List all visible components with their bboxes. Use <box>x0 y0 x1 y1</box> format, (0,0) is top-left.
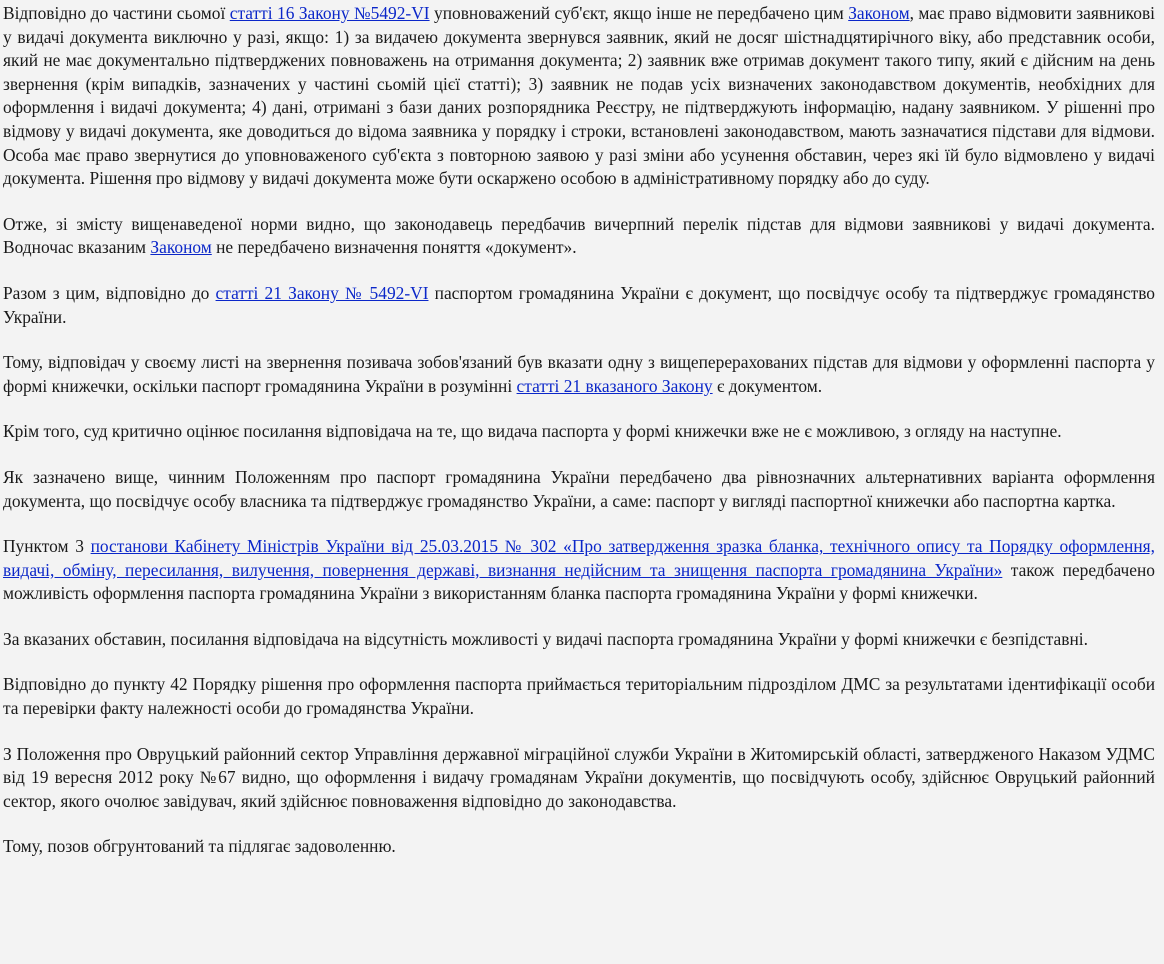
paragraph-text: Як зазначено вище, чинним Положенням про паспорт громадянина України передбачено два рівнозначних альтернативних варіанта оформлення документа, що посвідчує особу власника та підтверджує громадянство України, а саме: паспорт у вигляді паспортної книжечки або паспортна картка. <box>3 466 1155 511</box>
paragraph <box>3 535 1155 606</box>
paragraph-text: є документом. <box>712 375 823 396</box>
paragraph-text: також передбачено можливість оформлення паспорта громадянина України з використанням бланка паспорта громадянина України у формі книжечки. <box>3 559 1155 604</box>
paragraph <box>3 213 1155 260</box>
paragraph-text: Відповідно до пункту 42 Порядку рішення про оформлення паспорта приймається територіальним підрозділом ДМС за результатами ідентифікації особи та перевірки факту належності особи до громадянства України. <box>3 674 1155 719</box>
paragraph <box>3 628 1155 652</box>
law-reference-link[interactable]: статті 16 Закону №5492-VI <box>229 3 430 23</box>
paragraph <box>3 420 1155 444</box>
paragraph-text: Тому, відповідач у своєму листі на звернення позивача зобов'язаний був вказати одну з вищеперерахованих підстав для відмови у оформленні паспорта у формі книжечки, оскільки паспорт громадянина України в розумінні <box>3 352 1155 396</box>
paragraph-text: За вказаних обставин, посилання відповідача на відсутність можливості у видачі паспорта громадянина України у формі книжечки є безпідставні. <box>3 628 1088 649</box>
law-reference-link[interactable]: Законом <box>150 237 212 258</box>
paragraph-text: З Положення про Овруцький районний сектор Управління державної міграційної служби України в Житомирській області, затвердженого Наказом УДМС від 19 вересня 2012 року №67 видно, що оформлення і видачу громадянам України документів, що посвідчують особу, здійснює Овруцький районний сектор, якого очолює завідувач, який здійснює повноваження відповідно до законодавства. <box>3 743 1155 811</box>
paragraph-text: Відповідно до частини сьомої <box>3 3 230 23</box>
paragraph <box>3 835 1155 859</box>
paragraph-text: Отже, зі змісту вищенаведеної норми видно, що законодавець передбачив вичерпний перелік підстав для відмови заявникові у видачі документа. Водночас вказаним <box>3 213 1155 258</box>
paragraph <box>3 466 1155 513</box>
paragraph-text: Тому, позов обгрунтований та підлягає задоволенню. <box>3 836 396 857</box>
paragraph <box>3 351 1155 398</box>
paragraph <box>3 673 1155 720</box>
paragraph-text: Разом з цим, відповідно до <box>3 282 216 303</box>
paragraph <box>3 2 1155 191</box>
paragraph-text: не передбачено визначення поняття «документ». <box>211 237 577 258</box>
paragraph-text: , має право відмовити заявникові у видачі документа виключно у разі, якщо: 1) за видачею документа звернувся заявник, який не досяг шістнадцятирічного віку, або представник особи, який не має документально підтверджених повноважень на отримання документа; 2) заявник вже отримав документ такого типу, який є дійсним на день звернення (крім випадків, зазначених у частині сьомій цієї статті); 3) заявник не подав усіх визначених законодавством документів, необхідних для оформлення і видачі документа; 4) дані, отримані з бази даних розпорядника Реєстру, не підтверджують інформацію, надану заявником. У рішенні про відмову у видачі документа, яке доводиться до відома заявника у порядку і строки, встановлені законодавством, мають зазначатися підстави для відмови. Особа має право звернутися до уповноваженого суб'єкта з повторною заявою у разі зміни або усунення обставин, через які їй було відмовлено у видачі документа. Рішення про відмову у видачі документа може бути оскаржено особою в адміністративному порядку або до суду. <box>3 3 1155 189</box>
law-reference-link[interactable]: статті 21 вказаного Закону <box>516 375 713 396</box>
law-reference-link[interactable]: статті 21 Закону № 5492-VI <box>215 282 429 303</box>
paragraph-text: Пунктом 3 <box>3 536 91 557</box>
law-reference-link[interactable]: постанови Кабінету Міністрів України від 25.03.2015 № 302 «Про затвердження зразка бланка, технічного опису та Порядку оформлення, видачі, обміну, пересилання, вилучення, повернення державі, визнання недійсним та знищення паспорта громадянина України» <box>3 536 1155 580</box>
paragraph-text: паспортом громадянина України є документ, що посвідчує особу та підтверджує громадянство України. <box>3 282 1155 327</box>
paragraph-text: Крім того, суд критично оцінює посилання відповідача на те, що видача паспорта у формі книжечки вже не є можливою, з огляду на наступне. <box>3 421 1062 442</box>
paragraph <box>3 743 1155 814</box>
paragraph-text: уповноважений суб'єкт, якщо інше не передбачено цим <box>429 3 849 23</box>
law-reference-link[interactable]: Законом <box>848 3 910 23</box>
paragraph <box>3 282 1155 329</box>
